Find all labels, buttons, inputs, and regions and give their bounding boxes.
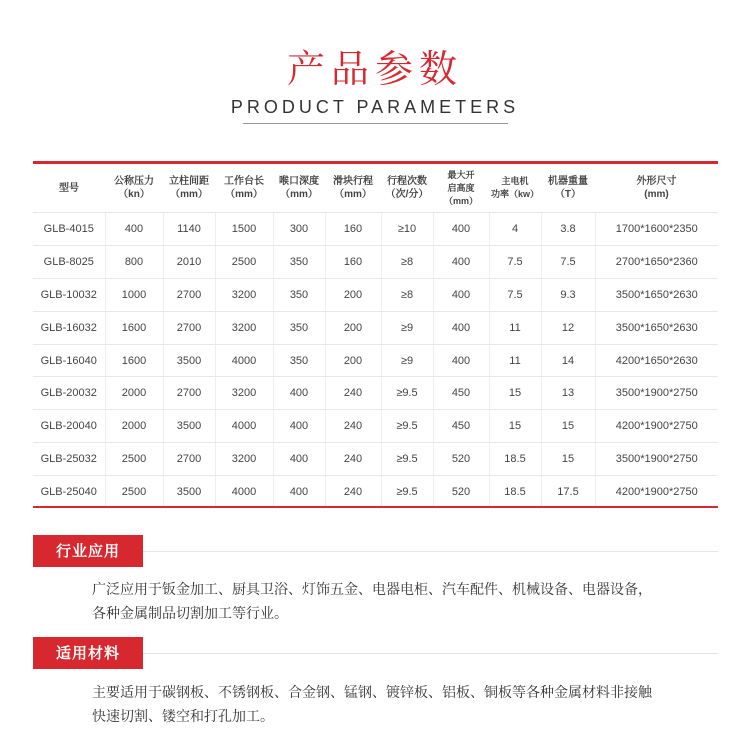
table-cell: 160 (325, 245, 381, 278)
table-cell: 160 (325, 213, 381, 246)
table-cell: 2700*1650*2360 (595, 245, 718, 278)
table-row (33, 410, 718, 443)
column-header-table-length: 工作台长 （mm） (215, 164, 273, 213)
table-cell: 4200*1900*2750 (595, 476, 718, 508)
table-cell: 7.5 (489, 245, 541, 278)
table-cell: 7.5 (541, 245, 595, 278)
table-cell: 18.5 (489, 476, 541, 508)
table-cell: 3200 (215, 278, 273, 311)
table-cell: 2010 (163, 245, 215, 278)
page-subtitle: PRODUCT PARAMETERS (230, 97, 520, 117)
table-cell: 2700 (163, 311, 215, 344)
table-cell: 350 (273, 278, 325, 311)
table-cell: 240 (325, 443, 381, 476)
table-bottom-border (33, 506, 718, 508)
table-cell: 400 (433, 213, 489, 246)
table-row (33, 245, 718, 278)
table-row (33, 443, 718, 476)
table-cell: 450 (433, 410, 489, 443)
table-cell: ≥8 (381, 245, 433, 278)
table-cell: ≥9.5 (381, 476, 433, 508)
table-cell: 2500 (105, 443, 163, 476)
table-cell: 4000 (215, 476, 273, 508)
table-cell: 15 (489, 377, 541, 410)
table-cell: 400 (433, 245, 489, 278)
column-header-column-spacing: 立柱间距 （mm） (163, 164, 215, 213)
table-cell: 18.5 (489, 443, 541, 476)
table-cell: 15 (541, 410, 595, 443)
column-header-model: 型号 (33, 164, 105, 213)
section-tag-materials: 适用材料 (33, 637, 143, 669)
table-cell: 1000 (105, 278, 163, 311)
page-title: 产品参数 (286, 47, 463, 91)
table-cell: 400 (433, 311, 489, 344)
table-row (33, 213, 718, 246)
table-cell: 4200*1900*2750 (595, 410, 718, 443)
column-header-machine-weight: 机器重量 （T） (541, 164, 595, 213)
table-cell: 3500 (163, 476, 215, 508)
column-header-max-open-height: 最大开 启高度 （mm） (433, 164, 489, 213)
table-cell: 3500*1900*2750 (595, 443, 718, 476)
table-cell: 240 (325, 410, 381, 443)
table-row (33, 278, 718, 311)
table-cell: 400 (273, 410, 325, 443)
table-cell: GLB-25032 (33, 443, 105, 476)
table-cell: 450 (433, 377, 489, 410)
table-cell: 11 (489, 311, 541, 344)
table-cell: 3500 (163, 410, 215, 443)
parameters-table (33, 164, 718, 508)
table-cell: 3500*1650*2630 (595, 278, 718, 311)
table-cell: 4000 (215, 410, 273, 443)
table-cell: 400 (433, 278, 489, 311)
section-tag-industry: 行业应用 (33, 535, 143, 567)
table-cell: 15 (489, 410, 541, 443)
table-cell: GLB-16032 (33, 311, 105, 344)
column-header-motor-power: 主电机 功率（kw） (489, 164, 541, 213)
column-header-slide-stroke: 滑块行程 （mm） (325, 164, 381, 213)
table-cell: ≥9.5 (381, 443, 433, 476)
table-cell: 400 (273, 443, 325, 476)
table-cell: 2700 (163, 443, 215, 476)
table-cell: 350 (273, 245, 325, 278)
table-header-row (33, 164, 718, 213)
table-body (33, 213, 718, 509)
table-cell: 3500 (163, 344, 215, 377)
table-cell: 350 (273, 344, 325, 377)
table-cell: 200 (325, 311, 381, 344)
table-cell: 3200 (215, 377, 273, 410)
table-cell: 400 (273, 377, 325, 410)
table-cell: 11 (489, 344, 541, 377)
table-cell: 520 (433, 443, 489, 476)
table-cell: 12 (541, 311, 595, 344)
table-cell: 350 (273, 311, 325, 344)
table-row (33, 377, 718, 410)
table-cell: GLB-20040 (33, 410, 105, 443)
table-cell: 3500*1900*2750 (595, 377, 718, 410)
table-cell: 2700 (163, 278, 215, 311)
table-cell: 400 (433, 344, 489, 377)
table-cell: GLB-20032 (33, 377, 105, 410)
table-cell: 4200*1650*2630 (595, 344, 718, 377)
table-cell: 400 (105, 213, 163, 246)
table-cell: 9.3 (541, 278, 595, 311)
table-cell: 13 (541, 377, 595, 410)
table-cell: 240 (325, 476, 381, 508)
table-row (33, 311, 718, 344)
table-cell: 3200 (215, 443, 273, 476)
table-cell: 2500 (105, 476, 163, 508)
table-cell: GLB-8025 (33, 245, 105, 278)
table-cell: 4000 (215, 344, 273, 377)
table-cell: 2000 (105, 410, 163, 443)
table-cell: GLB-4015 (33, 213, 105, 246)
column-header-throat-depth: 喉口深度 （mm） (273, 164, 325, 213)
table-cell: 2500 (215, 245, 273, 278)
section-text-industry: 广泛应用于钣金加工、厨具卫浴、灯饰五金、电器电柜、汽车配件、机械设备、电器设备， 各种金属制品切割加工等行业。 (92, 582, 652, 622)
table-cell: GLB-10032 (33, 278, 105, 311)
table-cell: 14 (541, 344, 595, 377)
section-text-materials: 主要适用于碳钢板、不锈钢板、合金钢、锰钢、镀锌板、铝板、铜板等各种金属材料非接触 快速切割、镂空和打孔加工。 (92, 685, 652, 725)
table-cell: ≥9.5 (381, 410, 433, 443)
table-cell: 7.5 (489, 278, 541, 311)
table-cell: 1500 (215, 213, 273, 246)
table-cell: 400 (273, 476, 325, 508)
table-cell: ≥8 (381, 278, 433, 311)
table-cell: 300 (273, 213, 325, 246)
table-cell: 4 (489, 213, 541, 246)
table-cell: 15 (541, 443, 595, 476)
table-cell: ≥9.5 (381, 377, 433, 410)
table-cell: 800 (105, 245, 163, 278)
table-cell: 200 (325, 278, 381, 311)
table-cell: 3200 (215, 311, 273, 344)
table-cell: 2700 (163, 377, 215, 410)
table-cell: 3500*1650*2630 (595, 311, 718, 344)
table-cell: 1700*1600*2350 (595, 213, 718, 246)
table-cell: GLB-16040 (33, 344, 105, 377)
table-cell: 17.5 (541, 476, 595, 508)
title-divider (243, 123, 508, 124)
table-cell: 520 (433, 476, 489, 508)
table-cell: ≥9 (381, 344, 433, 377)
table-cell: 240 (325, 377, 381, 410)
table-cell: 3.8 (541, 213, 595, 246)
table-row (33, 344, 718, 377)
table-cell: ≥10 (381, 213, 433, 246)
table-cell: 200 (325, 344, 381, 377)
column-header-stroke-count: 行程次数 （次/分） (381, 164, 433, 213)
table-row (33, 476, 718, 508)
column-header-dimensions: 外形尺寸 (mm) (595, 164, 718, 213)
table-cell: 1600 (105, 311, 163, 344)
table-cell: 2000 (105, 377, 163, 410)
column-header-nominal-pressure: 公称压力 （kn） (105, 164, 163, 213)
table-cell: 1140 (163, 213, 215, 246)
table-cell: ≥9 (381, 311, 433, 344)
table-cell: GLB-25040 (40, 486, 97, 499)
table-cell: 1600 (105, 344, 163, 377)
